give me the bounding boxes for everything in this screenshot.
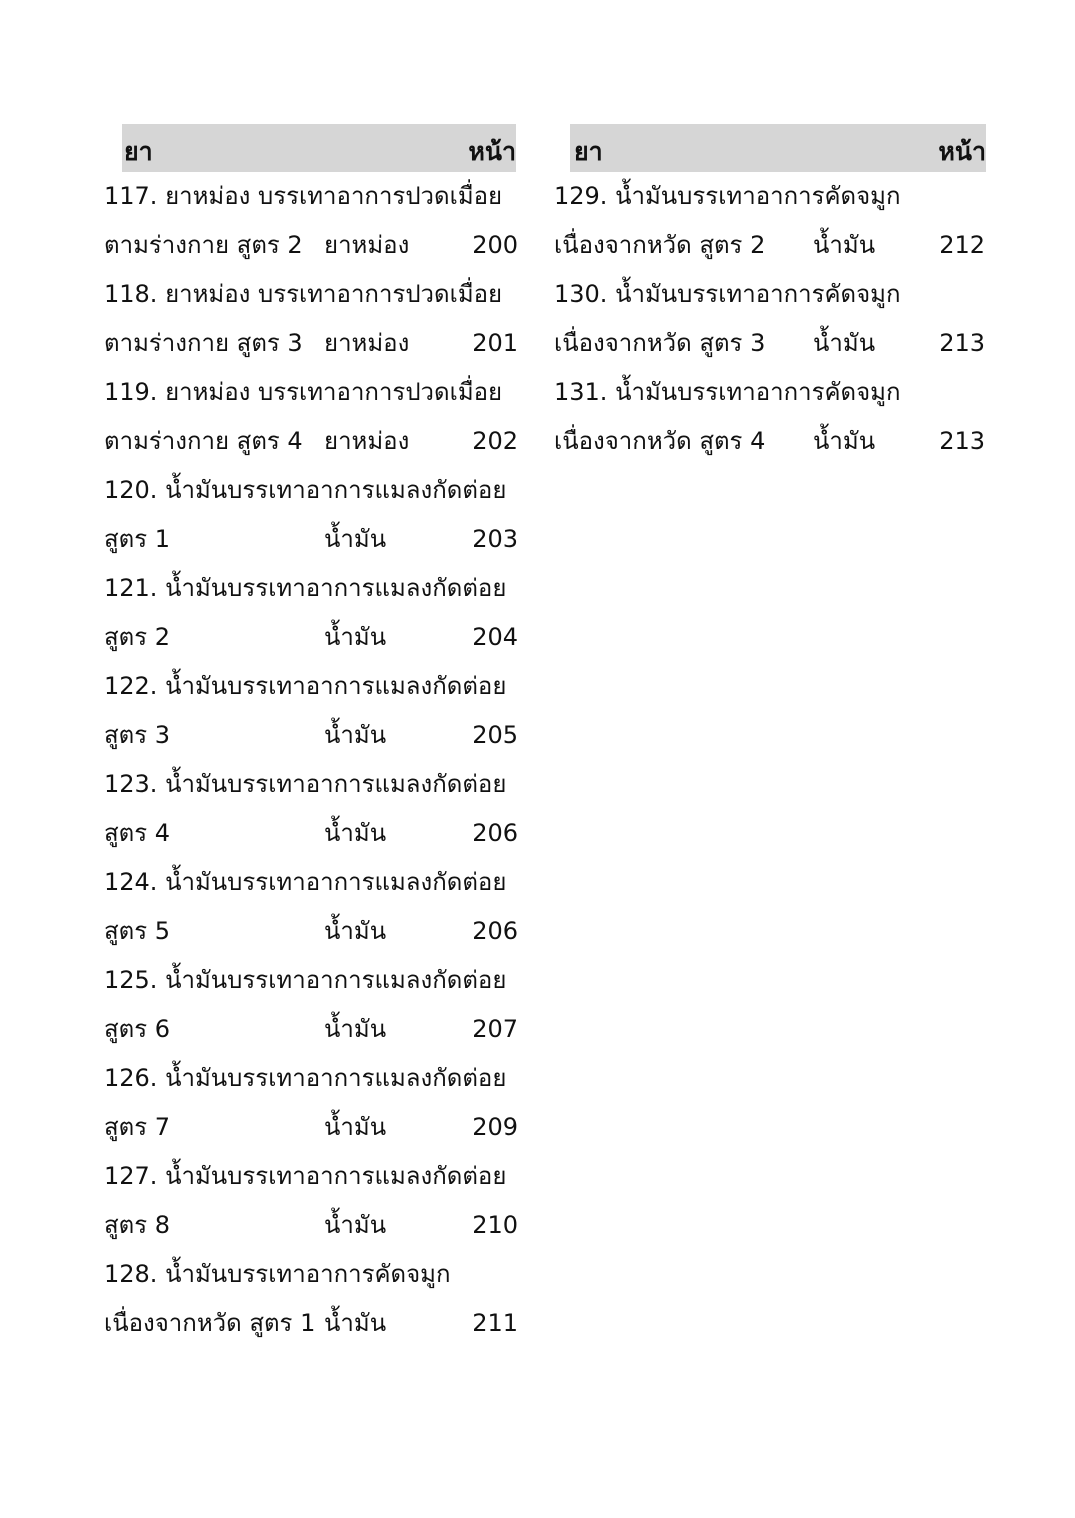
- toc-entry: [104, 1054, 518, 1152]
- entry-type: น้ำมัน: [324, 721, 387, 749]
- entry-title: 128. น้ำมันบรรเทาอาการคัดจมูก: [104, 1260, 451, 1288]
- entry-page: 213: [939, 427, 985, 455]
- entry-type: น้ำมัน: [324, 1113, 387, 1141]
- entry-title: 123. น้ำมันบรรเทาอาการแมลงกัดต่อย: [104, 770, 507, 798]
- entry-formula: สูตร 4: [104, 819, 171, 847]
- entry-title: 131. น้ำมันบรรเทาอาการคัดจมูก: [554, 378, 901, 406]
- left-column: [104, 172, 518, 1348]
- entry-type: น้ำมัน: [324, 1211, 387, 1239]
- toc-entry: [104, 1250, 518, 1348]
- entry-formula: ตามร่างกาย สูตร 3: [104, 329, 303, 357]
- toc-entry: [104, 760, 518, 858]
- left-header-page: หน้า: [468, 137, 516, 166]
- entry-type: น้ำมัน: [324, 1015, 387, 1043]
- entry-formula: สูตร 3: [104, 721, 171, 749]
- right-column: [554, 172, 985, 466]
- toc-entry: [104, 368, 518, 466]
- toc-entry: [104, 1152, 518, 1250]
- entry-type: น้ำมัน: [813, 427, 876, 455]
- entry-title: 125. น้ำมันบรรเทาอาการแมลงกัดต่อย: [104, 966, 507, 994]
- entry-page: 206: [472, 917, 518, 945]
- entry-type: ยาหม่อง: [324, 427, 410, 455]
- entry-page: 202: [472, 427, 518, 455]
- toc-entry: [554, 368, 985, 466]
- entry-page: 206: [472, 819, 518, 847]
- left-header-medicine: ยา: [124, 137, 153, 166]
- entry-title: 124. น้ำมันบรรเทาอาการแมลงกัดต่อย: [104, 868, 507, 896]
- entry-formula: เนื่องจากหวัด สูตร 1: [104, 1309, 316, 1337]
- entry-title: 121. น้ำมันบรรเทาอาการแมลงกัดต่อย: [104, 574, 507, 602]
- entry-type: น้ำมัน: [324, 1309, 387, 1337]
- toc-entry: [104, 270, 518, 368]
- entry-page: 211: [472, 1309, 518, 1337]
- toc-entry: [554, 172, 985, 270]
- entry-type: น้ำมัน: [324, 819, 387, 847]
- entry-page: 203: [472, 525, 518, 553]
- entry-formula: เนื่องจากหวัด สูตร 4: [554, 427, 766, 455]
- entry-title: 120. น้ำมันบรรเทาอาการแมลงกัดต่อย: [104, 476, 507, 504]
- entry-page: 204: [472, 623, 518, 651]
- toc-entry: [104, 662, 518, 760]
- entry-type: น้ำมัน: [813, 329, 876, 357]
- entry-page: 201: [472, 329, 518, 357]
- toc-entry: [104, 172, 518, 270]
- toc-entry: [104, 466, 518, 564]
- entry-title: 122. น้ำมันบรรเทาอาการแมลงกัดต่อย: [104, 672, 507, 700]
- entry-title: 130. น้ำมันบรรเทาอาการคัดจมูก: [554, 280, 901, 308]
- entry-type: น้ำมัน: [324, 917, 387, 945]
- toc-entry: [554, 270, 985, 368]
- entry-formula: สูตร 1: [104, 525, 171, 553]
- entry-type: น้ำมัน: [813, 231, 876, 259]
- entry-page: 209: [472, 1113, 518, 1141]
- entry-formula: ตามร่างกาย สูตร 4: [104, 427, 303, 455]
- entry-page: 207: [472, 1015, 518, 1043]
- entry-formula: สูตร 7: [104, 1113, 171, 1141]
- right-header-medicine: ยา: [574, 137, 603, 166]
- entry-formula: สูตร 6: [104, 1015, 171, 1043]
- entry-formula: เนื่องจากหวัด สูตร 2: [554, 231, 766, 259]
- entry-formula: สูตร 2: [104, 623, 171, 651]
- entry-formula: สูตร 5: [104, 917, 171, 945]
- entry-title: 119. ยาหม่อง บรรเทาอาการปวดเมื่อย: [104, 378, 503, 406]
- entry-page: 210: [472, 1211, 518, 1239]
- toc-entry: [104, 858, 518, 956]
- entry-type: น้ำมัน: [324, 525, 387, 553]
- entry-type: น้ำมัน: [324, 623, 387, 651]
- entry-type: ยาหม่อง: [324, 329, 410, 357]
- toc-entry: [104, 956, 518, 1054]
- entry-title: 117. ยาหม่อง บรรเทาอาการปวดเมื่อย: [104, 182, 503, 210]
- entry-title: 127. น้ำมันบรรเทาอาการแมลงกัดต่อย: [104, 1162, 507, 1190]
- entry-formula: สูตร 8: [104, 1211, 171, 1239]
- entry-title: 118. ยาหม่อง บรรเทาอาการปวดเมื่อย: [104, 280, 503, 308]
- entry-page: 213: [939, 329, 985, 357]
- entry-title: 129. น้ำมันบรรเทาอาการคัดจมูก: [554, 182, 901, 210]
- left-header-bar: [122, 124, 516, 172]
- entry-type: ยาหม่อง: [324, 231, 410, 259]
- entry-page: 212: [939, 231, 985, 259]
- entry-page: 205: [472, 721, 518, 749]
- entry-title: 126. น้ำมันบรรเทาอาการแมลงกัดต่อย: [104, 1064, 507, 1092]
- toc-entry: [104, 564, 518, 662]
- entry-formula: เนื่องจากหวัด สูตร 3: [554, 329, 766, 357]
- right-header-page: หน้า: [938, 137, 986, 166]
- right-header-bar: [570, 124, 986, 172]
- entry-formula: ตามร่างกาย สูตร 2: [104, 231, 303, 259]
- entry-page: 200: [472, 231, 518, 259]
